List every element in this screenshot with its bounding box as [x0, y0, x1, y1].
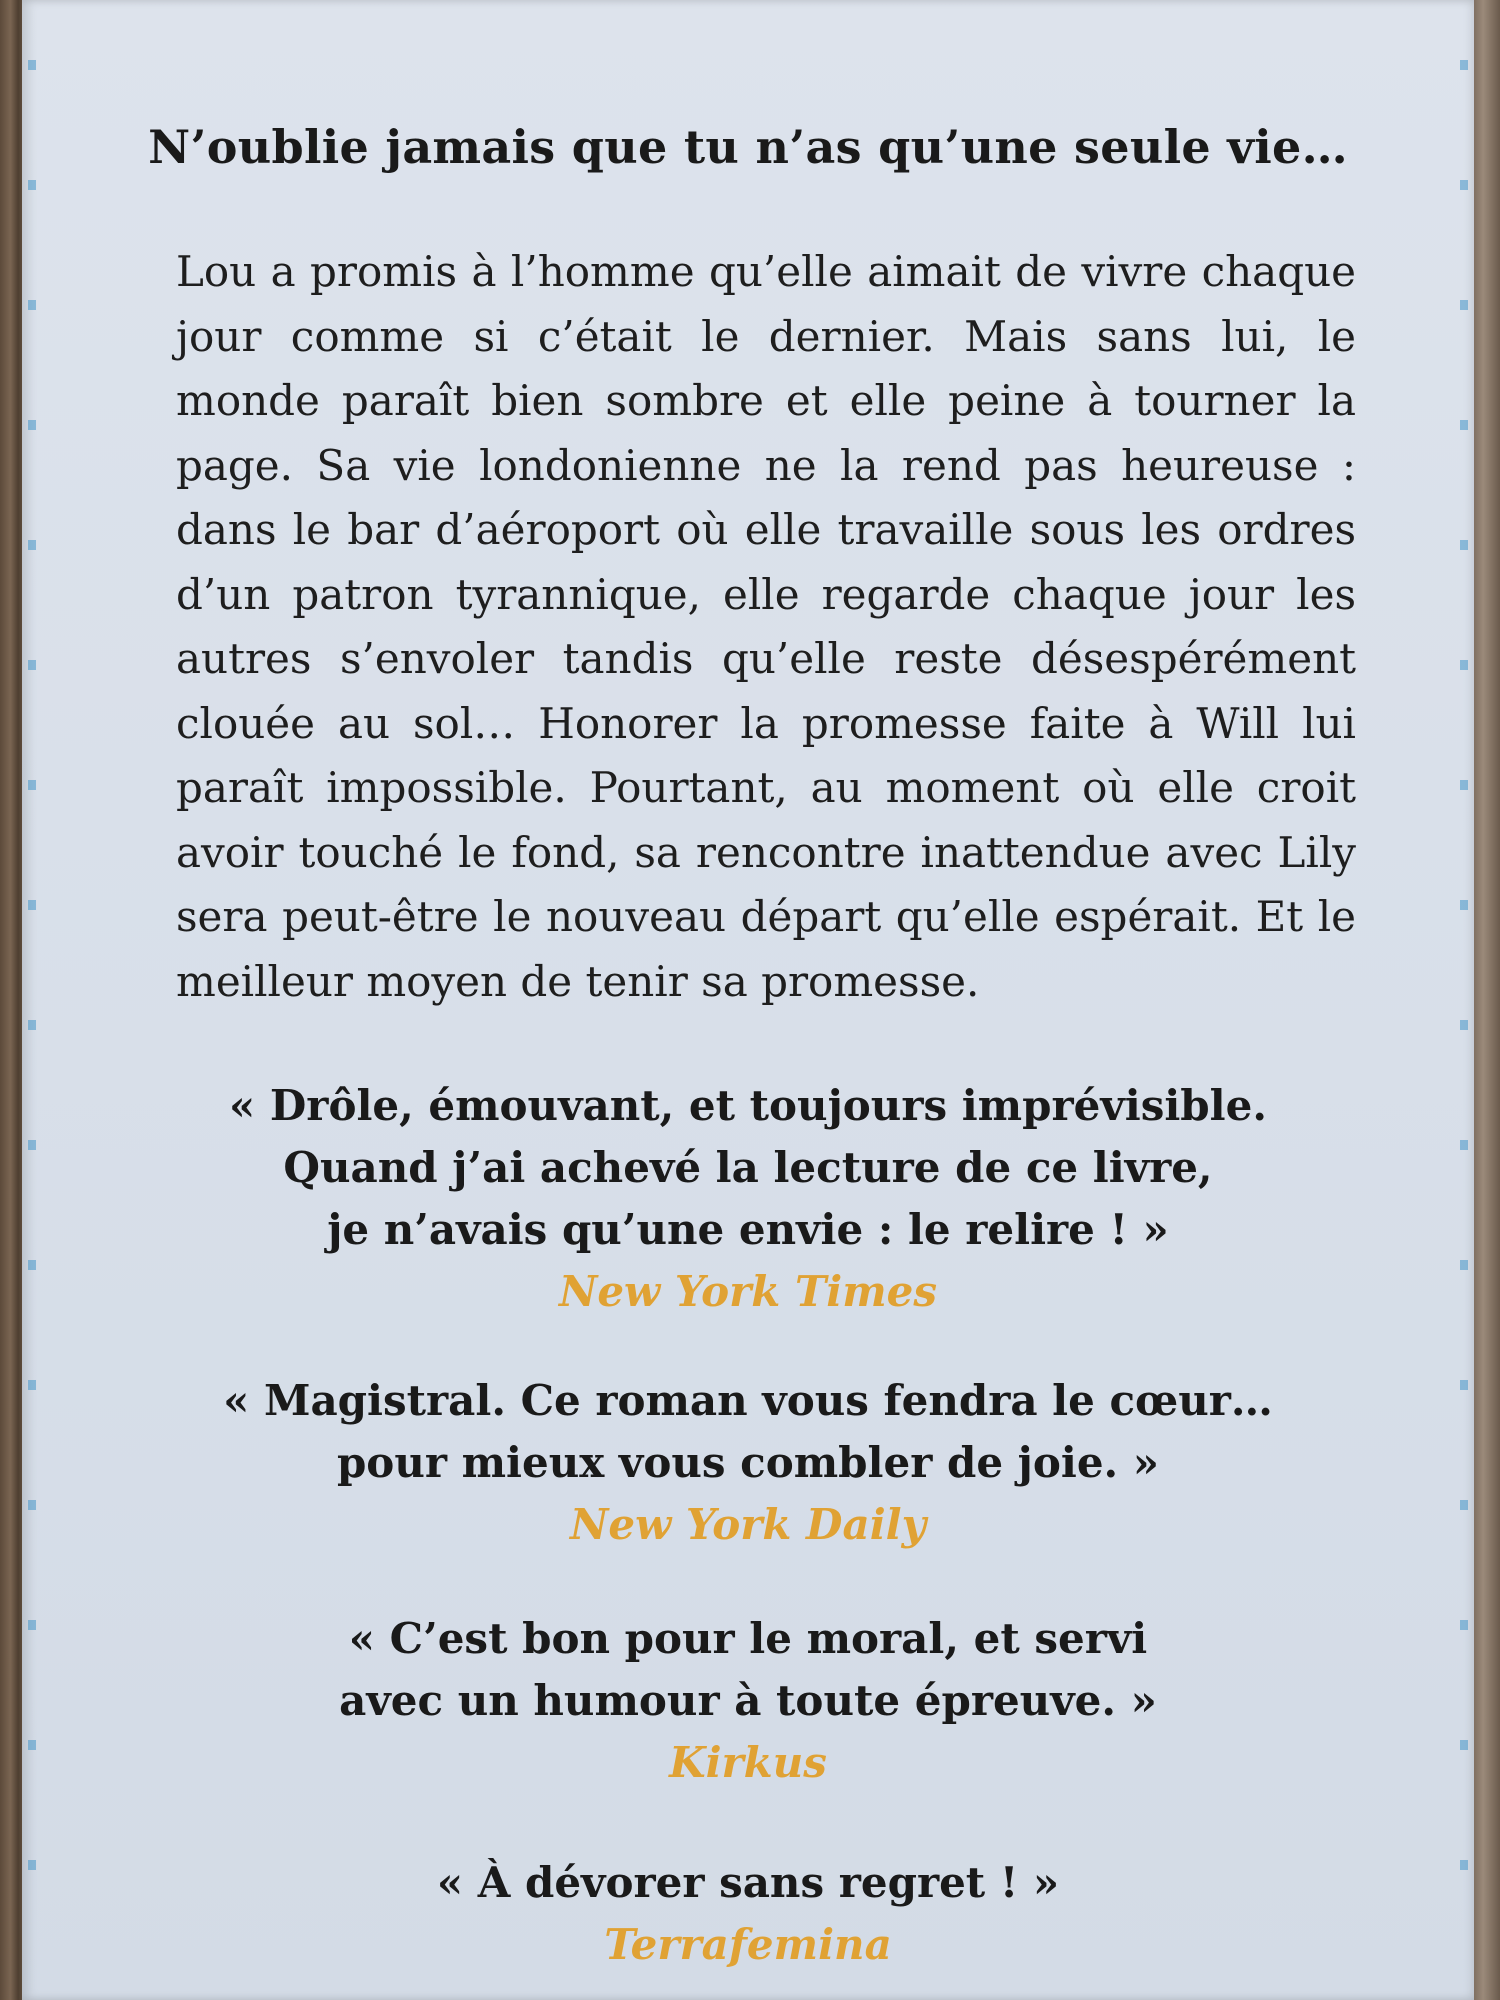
review-quote-4: [22, 1852, 1474, 1976]
quote-text: « Magistral. Ce roman vous fendra le cœur… pour mieux vous combler de joie. »: [223, 1376, 1273, 1487]
quote-source: Kirkus: [669, 1738, 827, 1787]
quote-text: « C’est bon pour le moral, et servi avec un humour à toute épreuve. »: [339, 1614, 1157, 1725]
review-quote-3: [22, 1608, 1474, 1794]
review-quote-2: [22, 1370, 1474, 1556]
quote-source: New York Daily: [569, 1500, 927, 1549]
quote-source: New York Times: [558, 1267, 938, 1316]
blurb-paragraph: Lou a promis à l’homme qu’elle aimait de vivre chaque jour comme si c’était le dernier. Mais sans lui, le monde paraît bien sombre et elle peine à tourner la page. Sa vie londonienne ne la rend pas heureuse : dans le bar d’aéroport où elle travaille sous les ordres d’un patron tyrannique, elle regarde chaque jour les autres s’envoler tandis qu’elle reste désespérément clouée au sol… Honorer la promesse faite à Will lui paraît impossible. Pourtant, au moment où elle croit avoir touché le fond, sa rencontre inattendue avec Lily sera peut-être le nouveau départ qu’elle espérait. Et le meilleur moyen de tenir sa promesse.: [176, 247, 1356, 1006]
book-back-cover: [22, 0, 1474, 2000]
quote-text: « À dévorer sans regret ! »: [436, 1858, 1060, 1907]
review-quote-1: [22, 1075, 1474, 1323]
headline: N’oublie jamais que tu n’as qu’une seule vie…: [148, 120, 1348, 174]
wood-surface-right: [1472, 0, 1500, 2000]
quote-text: « Drôle, émouvant, et toujours imprévisible. Quand j’ai achevé la lecture de ce livre, je n’avais qu’une envie : le relire ! »: [229, 1081, 1267, 1254]
quote-source: Terrafemina: [604, 1920, 892, 1969]
